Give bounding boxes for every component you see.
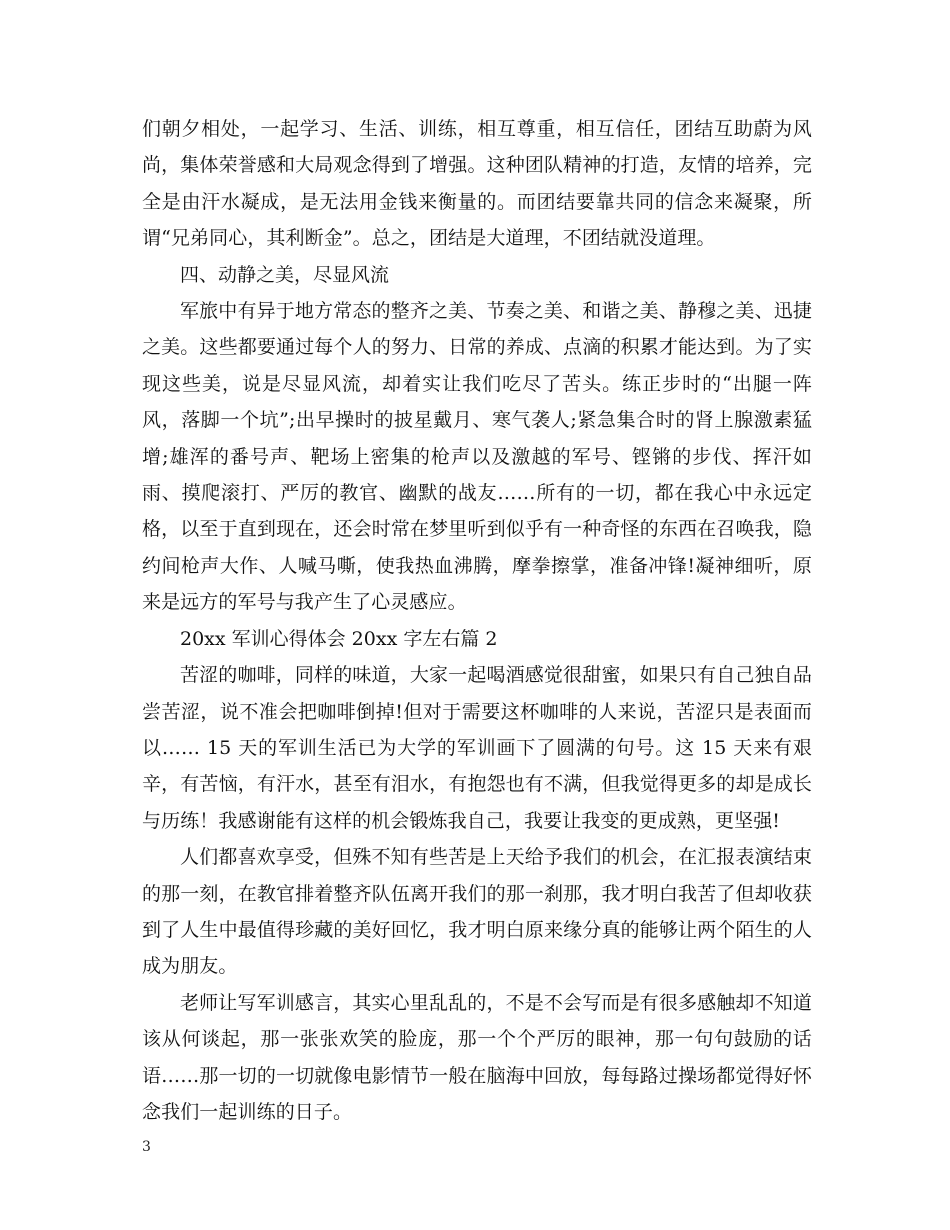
- document-body: [142, 111, 812, 1130]
- paragraph-continuation: 们朝夕相处，一起学习、生活、训练，相互尊重，相互信任，团结互助蔚为风尚，集体荣誉感和大局观念得到了增强。这种团队精神的打造，友情的培养，完全是由汗水凝成，是无法用金钱来衡量的。而团结要靠共同的信念来凝聚，所谓“兄弟同心，其利断金”。总之，团结是大道理，不团结就没道理。: [142, 118, 812, 250]
- page-number: 3: [142, 1139, 151, 1155]
- paragraph-beauty-of-movement: 军旅中有异于地方常态的整齐之美、节奏之美、和谐之美、静穆之美、迅捷之美。这些都要通过每个人的努力、日常的养成、点滴的积累才能达到。为了实现这些美，说是尽显风流，却着实让我们吃尽了苦头。练正步时的“出腿一阵风，落脚一个坑”;出早操时的披星戴月、寒气袭人;紧急集合时的肾上腺激素猛增;雄浑的番号声、靶场上密集的枪声以及激越的军号、铿锵的步伐、挥汗如雨、摸爬滚打、严厉的教官、幽默的战友……所有的一切，都在我心中永远定格，以至于直到现在，还会时常在梦里听到似乎有一种奇怪的东西在召唤我，隐约间枪声大作、人喊马嘶，使我热血沸腾，摩拳擦掌，准备冲锋!凝神细听，原来是远方的军号与我产生了心灵感应。: [142, 300, 812, 614]
- article-title-part-2: 20xx 军训心得体会 20xx 字左右篇 2: [180, 627, 498, 650]
- paragraph-bitter-coffee: 苦涩的咖啡，同样的味道，大家一起喝酒感觉很甜蜜，如果只有自己独自品尝苦涩，说不准会把咖啡倒掉!但对于需要这杯咖啡的人来说，苦涩只是表面而以…… 15 天的军训生活已为大学的军训画下了圆满的句号。这 15 天来有艰辛，有苦恼，有汗水，甚至有泪水，有抱怨也有不满，但我觉得更多的却是成长与历练！我感谢能有这样的机会锻炼我自己，我要让我变的更成熟，更坚强!: [142, 664, 812, 832]
- paragraph-teacher-request: 老师让写军训感言，其实心里乱乱的，不是不会写而是有很多感触却不知道该从何谈起，那一张张欢笑的脸庞，那一个个严厉的眼神，那一句句鼓励的话语……那一切的一切就像电影情节一般在脑海中回放，每每路过操场都觉得好怀念我们一起训练的日子。: [142, 991, 812, 1123]
- paragraph-enjoyment: 人们都喜欢享受，但殊不知有些苦是上天给予我们的机会，在汇报表演结束的那一刻，在教官排着整齐队伍离开我们的那一刹那，我才明白我苦了但却收获到了人生中最值得珍藏的美好回忆，我才明白原来缘分真的能够让两个陌生的人成为朋友。: [142, 846, 812, 978]
- section-heading-four: 四、动静之美，尽显风流: [180, 263, 390, 286]
